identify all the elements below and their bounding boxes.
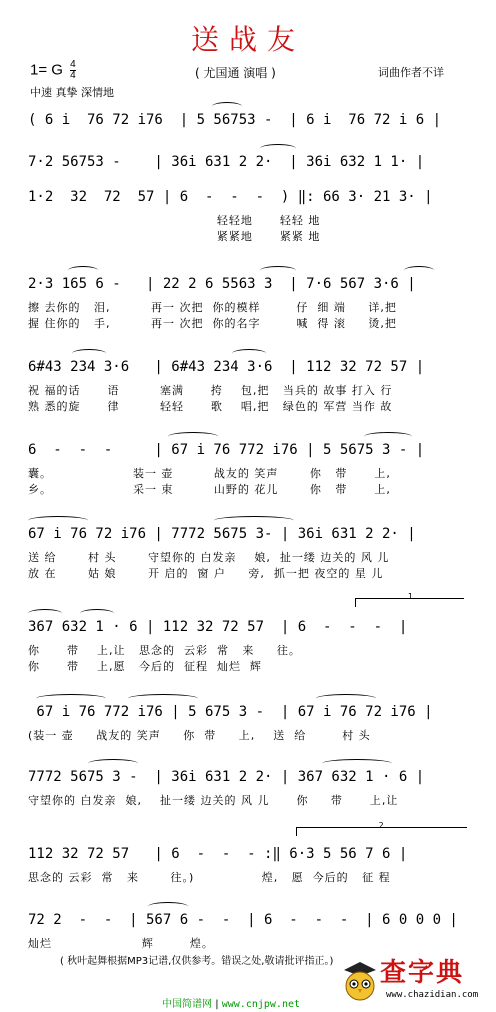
score-title: 送战友 xyxy=(190,23,305,56)
slur-mark xyxy=(68,266,98,275)
meter-bottom: 4 xyxy=(70,70,76,81)
notes-line: 6 - - - | 67 i̇ 76 772 i̇76 | 5 5675 3 - | xyxy=(28,442,425,458)
lyric-verse-1: 你 带 上,让 思念的 云彩 常 来 往。 xyxy=(28,644,301,657)
lyric-verse-1: 思念的 云彩 常 来 往。) 煌, 愿 今后的 征 程 xyxy=(28,871,391,884)
slur-mark xyxy=(36,694,106,703)
slur-mark xyxy=(148,902,188,911)
volta-bracket-1 xyxy=(355,592,464,607)
slur-mark xyxy=(88,759,138,768)
site-url-link[interactable]: www.cnjpw.net xyxy=(221,999,301,1010)
slur-mark xyxy=(316,694,376,703)
lyric-verse-1: 祝 福的话 语 塞满 挎 包,把 当兵的 故事 打入 行 xyxy=(28,384,393,397)
volta-bracket-2 xyxy=(296,821,467,836)
key-text: 1= G xyxy=(30,61,63,79)
slur-mark xyxy=(128,694,198,703)
notes-line: 2·3 165 6 - | 22 2 6 5563 3 | 7·6 567 3·6 | xyxy=(28,276,416,292)
time-signature xyxy=(70,60,76,81)
slur-mark xyxy=(28,609,62,618)
lyric-verse-1: 轻轻地 轻轻 地 xyxy=(28,214,321,227)
singer-label: ( 尤国通 演唱 ) xyxy=(195,66,276,80)
slur-mark xyxy=(72,349,106,358)
slur-mark xyxy=(322,759,392,768)
lyric-verse-2: 熟 悉的旋 律 轻轻 歌 唱,把 绿色的 军营 当作 故 xyxy=(28,400,393,413)
author-label: 词曲作者不详 xyxy=(378,66,444,79)
tempo-marking: 中速 真挚 深情地 xyxy=(30,86,114,99)
notes-line: 67 i̇ 76 772 i̇76 | 5 675 3 - | 67 i̇ 76 72 i̇76 | xyxy=(28,704,433,720)
notes-line: 7·2 56753 - | 36i̇ 631 2 2· | 36i̇ 632 1 1· | xyxy=(28,154,425,170)
lyric-verse-1: (装一 壶 战友的 笑声 你 带 上, 送 给 村 头 xyxy=(28,729,371,742)
slur-mark xyxy=(168,432,218,441)
slur-mark xyxy=(212,102,242,111)
lyric-verse-2: 乡。 采一 束 山野的 花儿 你 带 上, xyxy=(28,483,391,496)
slur-mark xyxy=(80,609,114,618)
watermark-logo xyxy=(340,950,490,1008)
lyric-verse-1: 囊。 装一 壶 战友的 笑声 你 带 上, xyxy=(28,467,391,480)
lyric-verse-1: 灿烂 辉 煌。 xyxy=(28,937,214,950)
logo-wordmark: 查字典 xyxy=(380,958,465,988)
transcriber-note: ( 秋叶起舞根据MP3记谱,仅供参考。错误之处,敬请批评指正。) xyxy=(60,956,334,967)
notes-line: 112 32 72 57 | 6 - - - :‖ 6·3 5 56 7 6 | xyxy=(28,846,408,862)
lyric-verse-2: 放 在 姑 娘 开 启的 窗 户 旁, 抓一把 夜空的 星 儿 xyxy=(28,567,384,580)
footer-divider: | xyxy=(215,999,222,1010)
notes-line: 367 632 1 · 6 | 112 32 72 57 | 6 - - - | xyxy=(28,619,408,635)
owl-mascot-icon xyxy=(340,958,380,1002)
lyric-verse-2: 紧紧地 紧紧 地 xyxy=(28,230,321,243)
logo-url: www.chazidian.com xyxy=(386,990,479,1000)
slur-mark xyxy=(28,516,88,525)
lyric-verse-1: 擦 去你的 泪, 再一 次把 你的模样 仔 细 端 详,把 xyxy=(28,301,397,314)
notes-line: 67 i̇ 76 72 i̇76 | 7772 5675 3- | 36i̇ 631 2 2· | xyxy=(28,526,416,542)
site-footer xyxy=(162,995,300,1010)
volta-number: 1 xyxy=(407,592,413,601)
notes-line: 7772 5675 3 - | 36i̇ 631 2 2· | 367 632 1 · 6 | xyxy=(28,769,425,785)
slur-mark xyxy=(214,516,294,525)
lyric-verse-1: 守望你的 白发亲 娘, 扯一缕 边关的 风 儿 你 带 上,让 xyxy=(28,794,399,807)
notes-line: 72 2 - - | 567 6 - - | 6 - - - | 6 0 0 0 | xyxy=(28,912,458,928)
slur-mark xyxy=(404,266,434,275)
notes-line: ( 6 i̇ 76 72 i̇76 | 5 56753 - | 6 i̇ 76 72 i̇ 6 | xyxy=(28,112,442,128)
slur-mark xyxy=(260,266,296,275)
notes-line: 6#43 234 3·6 | 6#43 234 3·6 | 112 32 72 57 | xyxy=(28,359,425,375)
lyric-verse-2: 握 住你的 手, 再一 次把 你的名字 喊 得 滚 烫,把 xyxy=(28,317,397,330)
lyric-verse-1: 送 给 村 头 守望你的 白发亲 娘, 扯一缕 边关的 风 儿 xyxy=(28,551,390,564)
slur-mark xyxy=(232,349,266,358)
slur-mark xyxy=(260,144,296,153)
meter-top: 4 xyxy=(70,59,76,70)
slur-mark xyxy=(364,432,412,441)
key-signature xyxy=(30,60,76,81)
volta-number: 2 xyxy=(378,821,384,830)
site-name-link[interactable]: 中国简谱网 xyxy=(162,999,212,1010)
notes-line: 1·2 32 72 57 | 6 - - - ) ‖: 66 3· 21 3· | xyxy=(28,189,433,205)
lyric-verse-2: 你 带 上,愿 今后的 征程 灿烂 辉 xyxy=(28,660,262,673)
